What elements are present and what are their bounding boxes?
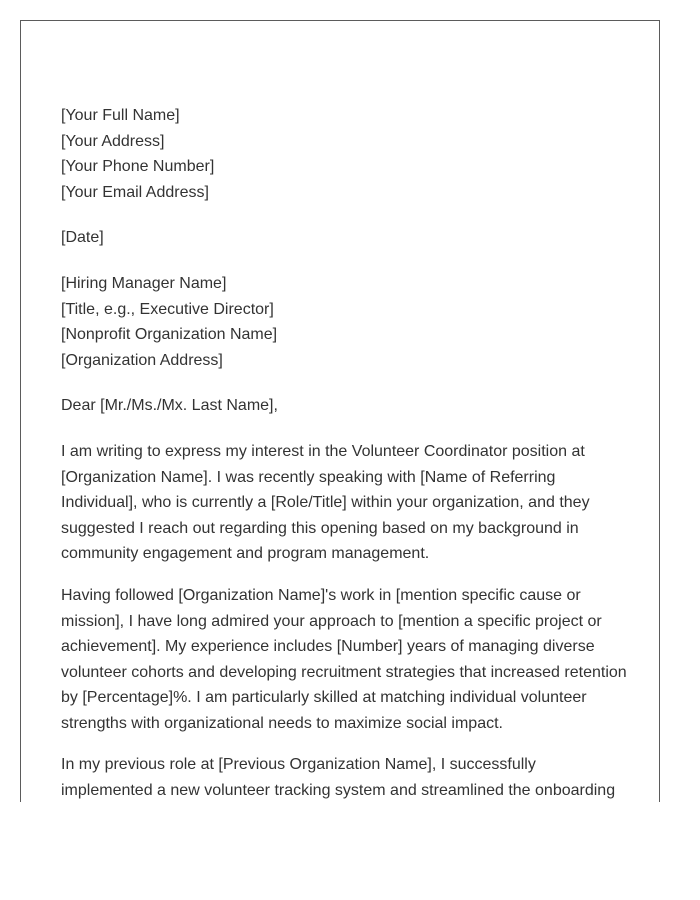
recipient-organization: [Nonprofit Organization Name]	[61, 326, 278, 344]
sender-block	[61, 103, 631, 205]
salutation-block	[61, 393, 631, 419]
recipient-address: [Organization Address]	[61, 351, 223, 369]
sender-name: [Your Full Name]	[61, 107, 180, 124]
letter-date: [Date]	[61, 229, 104, 247]
salutation: Dear [Mr./Ms./Mx. Last Name],	[61, 397, 278, 415]
paragraph-experience: Having followed [Organization Name]'s work in [mention specific cause or mission], I have long admired your approach to [mention a specific project or achievement]. My experience includes [Number] years of managing diverse volunteer cohorts and developing recruitment strategies that increased retention by [Percentage]%. I am particularly skilled at matching individual volunteer strengths with organizational needs to maximize social impact.	[61, 586, 627, 732]
recipient-block	[61, 271, 631, 373]
paragraph-previous-role: In my previous role at [Previous Organization Name], I successfully implemented a new volunteer tracking system and streamlined the onboarding	[61, 756, 616, 800]
recipient-name: [Hiring Manager Name]	[61, 274, 227, 292]
sender-phone: [Your Phone Number]	[61, 158, 215, 176]
date-block	[61, 225, 631, 251]
sender-address: [Your Address]	[61, 132, 165, 150]
sender-email: [Your Email Address]	[61, 183, 209, 201]
recipient-title: [Title, e.g., Executive Director]	[61, 300, 274, 318]
letter-body	[61, 103, 631, 802]
paragraph-intro: I am writing to express my interest in the Volunteer Coordinator position at [Organization Name]. I was recently speaking with [Name of Referring Individual], who is currently a [Role/Title] within your organization, and they suggested I reach out regarding this opening based on my background in community engagement and program management.	[61, 442, 590, 563]
letter-page	[20, 20, 660, 802]
